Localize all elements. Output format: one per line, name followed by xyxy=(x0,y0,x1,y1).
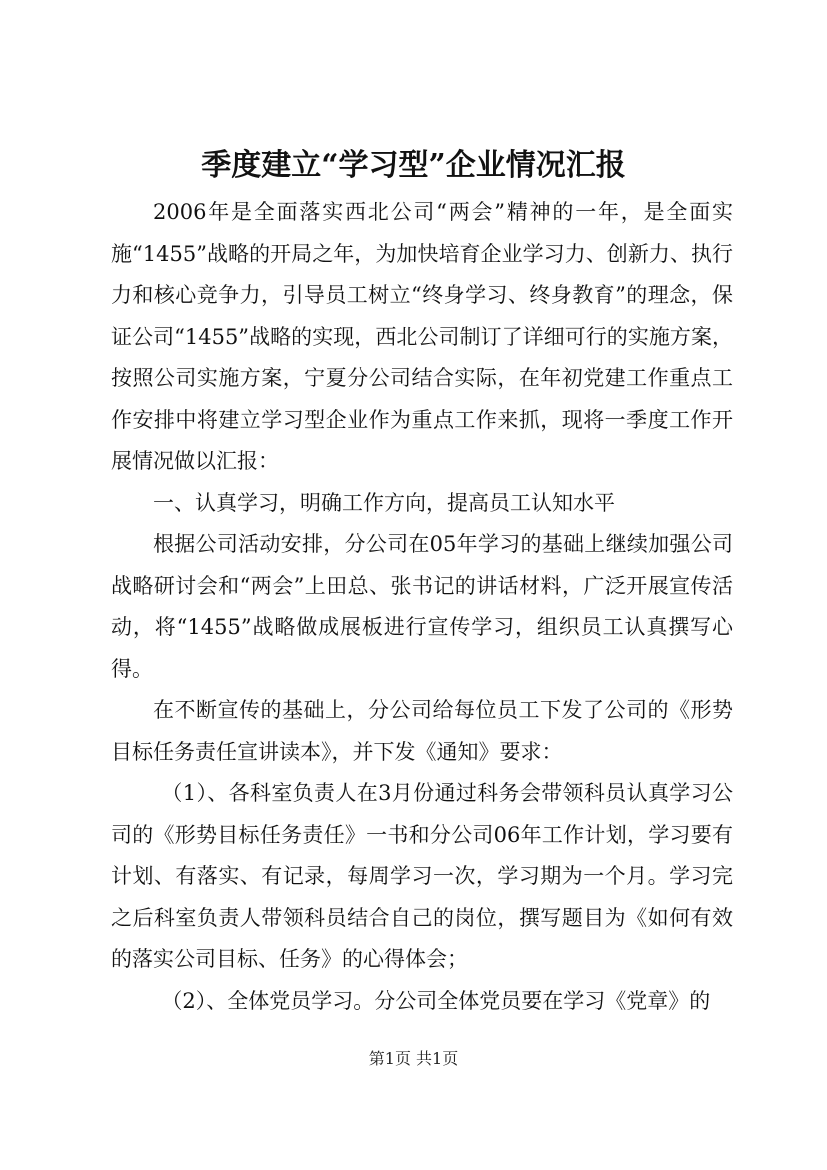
page-footer: 第1页 共1页 xyxy=(368,1049,459,1068)
section-heading-1: 一、认真学习，明确工作方向，提高员工认知水平 xyxy=(153,490,615,515)
paragraph-handbook-notice: 在不断宣传的基础上，分公司给每位员工下发了公司的《形势目标任务责任宣讲读本》，并下发《通知》要求： xyxy=(111,698,733,764)
list-item-2: （2）、全体党员学习。分公司全体党员要在学习《党章》的 xyxy=(161,988,711,1013)
paragraph-intro: 2006年是全面落实西北公司“两会”精神的一年，是全面实施“1455”战略的开局之年，为加快培育企业学习力、创新力、执行力和核心竞争力，引导员工树立“终身学习、终身教育”的理念，保证公司“1455”战略的实现，西北公司制订了详细可行的实施方案，按照公司实施方案，宁夏分公司结合实际，在年初党建工作重点工作安排中将建立学习型企业作为重点工作来抓，现将一季度工作开展情况做以汇报： xyxy=(111,200,733,473)
document-body xyxy=(111,192,733,1022)
document-title: 季度建立“学习型”企业情况汇报 xyxy=(201,148,626,183)
paragraph-study-arrangement: 根据公司活动安排，分公司在05年学习的基础上继续加强公司战略研讨会和“两会”上田总、张书记的讲话材料，广泛开展宣传活动，将“1455”战略做成展板进行宣传学习，组织员工认真撰写心得。 xyxy=(111,532,733,681)
list-item-1: （1）、各科室负责人在3月份通过科务会带领科员认真学习公司的《形势目标任务责任》一书和分公司06年工作计划，学习要有计划、有落实、有记录，每周学习一次，学习期为一个月。学习完之后科室负责人带领科员结合自己的岗位，撰写题目为《如何有效的落实公司目标、任务》的心得体会； xyxy=(111,781,733,971)
